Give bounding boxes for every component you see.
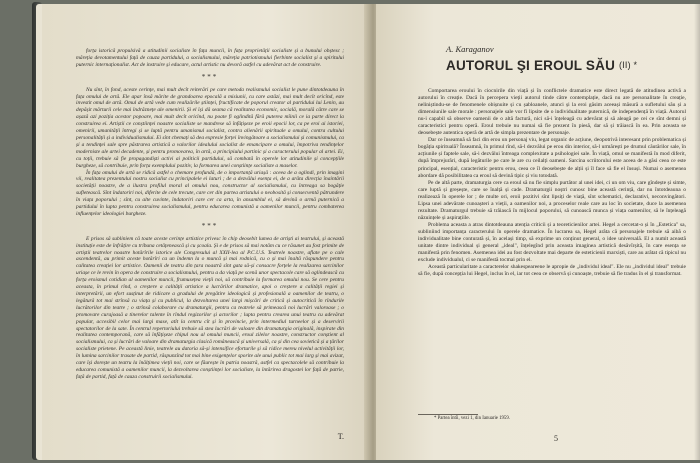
right-paragraph: Această particularitate a caracterelor shakespeareene le apropie de „individul ideal". Ele nu „individul ideal" trebuie să fie, după concepția lui Hegel, inclus în el, iar tot ceea ce observă și cunoaște, trebuie să fie tradus în el și transformat. — [418, 264, 686, 278]
right-paragraph: Problema aceasta a atras dintotdeauna atenția criticii și a teoreticienilor artei. Hegel a cercetat-o și în „Estetica" sa, subliniind importanța caracterului în operele dramatice. În lucrarea sa, Hegel arăta că personajele trebuie să aibă o individualitate bine conturată și, în același timp, să exprime un conținut general, o idee universală. El a numit această unitate dintre individual și general „ideal", înțelegînd prin aceasta imaginea artistică desăvîrșită, în care esența se manifestă prin fenomen. Asemenea idei au fost dezvoltate mai departe de esteticienii marxiști, care au arătat că tipicul nu exclude individualul, ci se manifestă tocmai prin el. — [418, 221, 686, 264]
left-page-body — [76, 48, 344, 381]
left-paragraph: Nu sînt, în fond, aceste cerințe, mai mult decît reiterări pe care metoda realismului socialist le pune dintotdeauna în fața omului de artă. Ele apar însă mărite de grandoarea epocală a misiunii, cu care astăzi, mai mult decît oricînd, este investit omul de artă. Omul de artă vede cum realizările științei, fructificate de poporul creator al partidului lui Lenin, au depășit mărturii cele mai îndrăznețe ale omenirii. Și el își dă seama că realitatea economic, socială, morală către care se așază azi poziția acestor popoare, mai mult decît oricînd, nu poate fi oglindită fără puterea mîinii ce ia parte direct la construirea ei. Artiștii ce conștiinței noastre socialiste se mandrese să înfățișeze pe eroii epocii lor, ca pe eroi ai istoriei, omenirii, umanității întregi și se luptă pentru umanismul socialist, contra alienării spirituale a omului, contra cultului personalității și a individualismului. Ei sînt chemați să dea expresie forței învingătoare a socialismului și comunismului, ca și a tendinței sale spre păstrarea artistică a valorilor idealului socialist de emancipare a omului, împotriva tendințelor moderniste ale artei decadente, și pentru promovarea, în artă, a principiului partinic și a caracterului popular al artei. Ei, cu toții, trebuie să fie propagandiști activi ai politicii partidului, să combată în operele lor atitudinile și concepțiile burgheze, să contribuie, prin forța exemplului pozitiv, la formarea unei conștiințe socialiste a maselor. — [76, 86, 344, 169]
left-page — [42, 4, 370, 460]
left-paragraph: În fața omului de artă se ridică astfel o chemare profundă, de o importanță uriașă : aceea de a oglindi, prin imagini vii, realitatea prezentului nostru socialist cu principalele ei laturi ; de a dezvălui esența ei, de a arăta direcția înaintării societății noastre, de a ilustra profilul moral al omului nou, constructor al socialismului, cu întreaga sa bogăție sufletească. Sînt îndatoriri noi, diferite de cele trecute, care cer din partea artistului o neobosită și consecventă pătrundere în viața poporului ; sînt, cu alte cuvinte, îndatoriri care cer ca arta, în ansamblul ei, să devină o armă puternică a partidului în lupta pentru construirea socialismului, pentru educarea comunistă a oamenilor muncii, pentru combaterea influențelor ideologiei burgheze. — [76, 169, 344, 217]
article-author: A. Karaganov — [446, 44, 494, 54]
left-paragraph: E prisos să subliniem că toate aceste cerințe artistice privesc în chip deosebit lumea de artiști ai teatrului, și această instituție este de înfrățire cu tribuna cetățenească și cu școala. Și e de prisos să mai notăm cu ce răsunet au fost primite de artiștii teatrelor noastre hotărîrile istorice ale Congresului al XXII-lea al P.C.U.S. Teatrele noastre, aflate pe o cale ascendentă, au primit aceste hotărîri ca un îndemn la o muncă și mai rodnică, cu o și mai înaltă răspundere pentru calitatea creației lor artistice. Oamenii de teatru din țara noastră sînt gata să-și consacre forțele la realizarea sarcinilor uriașe ce le revin în opera de construire a socialismului, pentru a da viață pe scenă unor spectacole care să oglindească cu forța eroismul cotidian al oamenilor muncii, frumusețea vieții noi, să contribuie la formarea omului nou. Se cere pentru aceasta, în primul rînd, o creștere a calității artistice a lucrărilor dramatice, apoi o creștere a calității regiei și interpretării, un efort susținut de ridicare a gradului de pregătire ideologică și profesională a oamenilor de teatru, o legătură tot mai strînsă cu viața și cu publicul, la dezvoltarea unei largi mișcări de critică și autocritică în rîndurile lucrătorilor din teatre ; o strînsă colaborare cu dramaturgii, pentru ca teatrele să primească noi lucrări valoroase ; o promovare curajoasă a tinerelor talente în rîndul regizorilor și actorilor ; lupta pentru crearea unui teatru cu adevărat popular, accesibil celor mai largi mase, atît la centru cît și în provincie, prin intermediul turneelor și a deservirii spectatorilor de la sate. În centrul repertoriului trebuie să stea lucrări de valoare din dramaturgia originală, inspirate din realitatea contemporană, care să înfățișeze chipul nou al omului muncii, eroul zilelor noastre, constructor conștient al socialismului, ca și lucrări de valoare din dramaturgia clasică românească și universală, ca și din cea sovietică și a țărilor socialiste prietene. Pe această linie, teatrele au datoria să-și intensifice eforturile și să ridice mereu nivelul activității lor, în lumina sarcinilor trasate de partid, răspunzînd tot mai bine exigențelor sporite ale unui public tot mai larg și mai avizat, care își dorește un teatru la înălțimea vieții noi, care se făurește în patria noastră, astfel ca spectacolele să contribuie la educarea comunistă a oamenilor muncii, la dezvoltarea conștiinței lor socialiste, la întărirea dragostei lor față de patrie, față de partid, față de cauza construirii socialismului. — [76, 235, 344, 380]
article-title — [446, 58, 686, 73]
page-edge-shadow — [694, 4, 700, 460]
left-paragraph: forța istorică propulsivă a atitudinii socialiste în fața muncii, în fața proprietății socialiste și a bunului obștesc ; măreția devotamentului față de cauza partidului, a socialismului, măreția patriotismului fierbinte socialist și a spiritului puternic internaționalist. Act de instruire și educare, actul artistic nu devoră astfel cu adevărat act de construire. — [76, 48, 344, 68]
footnote: * Partea întîi, vezi 1, din Ianuarie 1959. — [434, 416, 510, 421]
right-paragraph: Pe de altă parte, dramaturgia cere ca eroul să nu fie simplu purtător al unei idei, ci un om viu, care gîndește și simte, care luptă și greșește, care se înalță și cade. Dramaturgii noștri cunosc bine această cerință, dar nu întotdeauna o realizează în operele lor ; de multe ori, eroii pozitivi sînt lipsiți de viață, sînt schematici, declarativi, neconvingători. Lipsa unei adevărate cunoașteri a vieții, a oamenilor noi, a proceselor reale care au loc în societate, duce la asemenea rezultate. Dramaturgul trebuie să trăiască în mijlocul poporului, să cunoască munca și viața oamenilor, să le înțeleagă năzuințele și aspirațiile. — [418, 179, 686, 221]
right-page — [376, 4, 700, 460]
signature: T. — [337, 432, 344, 441]
page-number: 5 — [554, 434, 558, 443]
article-title-text: AUTORUL ŞI EROUL SĂU — [446, 58, 616, 73]
section-separator: *** — [201, 72, 219, 81]
footnote-rule — [418, 414, 478, 415]
article-title-part: (II) * — [618, 60, 638, 70]
section-separator: *** — [201, 221, 219, 230]
right-paragraph: Dar ce înseamnă să faci din erou un personaj viu, legat organic de acțiune, deopotrivă interesant prin problematica și bogăția spirituală? Înseamnă, în primul rînd, să-l dezvălui pe erou din interior, să-l urmărești pe drumul căutărilor sale, în acțiunile și faptele sale, să-i dezvălui întreaga complexitate a psihologiei sale. În viață, omul se manifestă în mod diferit, după împrejurări, după legăturile pe care le are cu ceilalți oameni. Sarcina scriitorului este aceea de a găsi ceea ce este principal, esențial, caracteristic pentru erou, ceea ce îl deosebește de alții și îl face să fie el însuși. Numai o asemenea abordare dă posibilitatea ca eroul să devină tipic și viu totodată. — [418, 137, 686, 179]
book-spread — [36, 4, 700, 460]
right-page-body — [418, 88, 686, 278]
right-paragraph: Comportarea eroului în ciocnirile din viață și în conflictele dramatice este direct legată de atitudinea activă a autorului în creație. Dacă în percepera vieții autorul tinde către contemplație, dacă nu are personalitate în creație, neliniștindu-se de fenomenele obișnuite și cu șabloanele, atunci și la eroi găsim aceeași măsură a sufletului său și a dimensiunile sale morale : personajele sale vor fi lipsite de o individualitate puternică, de independență în viață. Autorul nu-i capabil să observe oamenii de o altă factură, nici să-i înțeleagă cu adevărat și să aleagă pe cei ce sînt demni și caracteristici pentru operă. Eroul trebuie nu numai să fie prezent în piesă, dar să și trăiască în ea. Prin aceasta se deosebește autentica operă de artă de simpla prezentare de personaje. — [418, 88, 686, 137]
